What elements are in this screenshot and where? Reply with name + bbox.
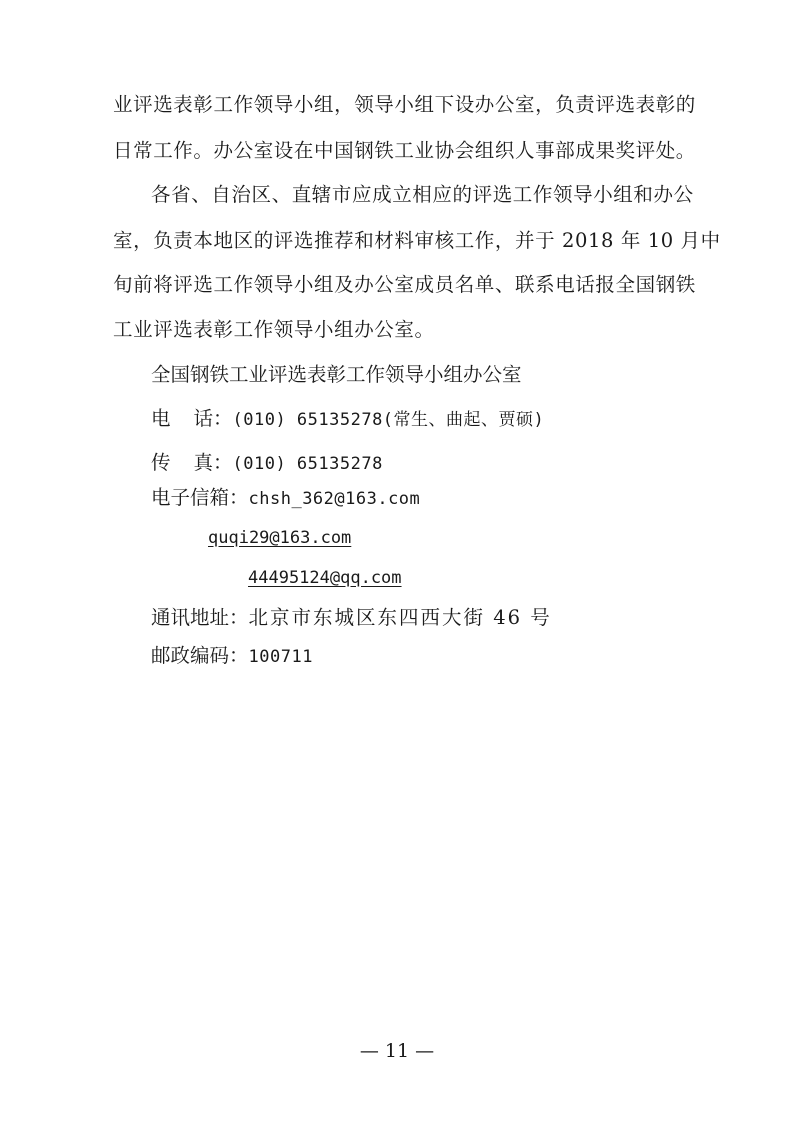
phone-value: (010) 65135278(常生、曲起、贾硕) xyxy=(232,410,545,430)
postcode-label: 邮政编码： xyxy=(151,644,249,667)
address-value: 北京市东城区东四西大街 46 号 xyxy=(248,606,552,629)
page-number: — 11 — xyxy=(359,1040,435,1062)
contact-address xyxy=(151,606,552,630)
postcode-value: 100711 xyxy=(248,647,313,667)
phone-label-char-2: 话 xyxy=(193,407,213,430)
contact-fax xyxy=(151,451,383,476)
fax-colon: ： xyxy=(213,451,233,474)
email-label: 电子信箱： xyxy=(151,486,249,509)
phone-label xyxy=(151,407,213,431)
email-value: chsh_362@163.com xyxy=(248,489,421,509)
fax-label xyxy=(151,451,213,475)
fax-label-char-1: 传 xyxy=(151,451,171,474)
fax-value: (010) 65135278 xyxy=(232,454,383,474)
address-label: 通讯地址： xyxy=(151,606,249,629)
body-line-1: 业评选表彰工作领导小组，领导小组下设办公室，负责评选表彰的 xyxy=(113,93,696,116)
body-line-3: 各省、自治区、直辖市应成立相应的评选工作领导小组和办公 xyxy=(151,183,694,206)
body-line-2: 日常工作。办公室设在中国钢铁工业协会组织人事部成果奖评处。 xyxy=(113,139,696,162)
body-line-6: 工业评选表彰工作领导小组办公室。 xyxy=(113,318,435,341)
phone-label-char-1: 电 xyxy=(151,407,171,430)
contact-org: 全国钢铁工业评选表彰工作领导小组办公室 xyxy=(151,363,522,386)
contact-postcode xyxy=(151,644,313,669)
body-line-4: 室，负责本地区的评选推荐和材料审核工作，并于 2018 年 10 月中 xyxy=(113,229,721,252)
email-link-quqi[interactable]: quqi29@163.com xyxy=(208,528,352,548)
fax-label-char-2: 真 xyxy=(193,451,213,474)
phone-colon: ： xyxy=(213,407,233,430)
contact-email xyxy=(151,486,420,511)
contact-phone xyxy=(151,407,544,432)
body-line-5: 旬前将评选工作领导小组及办公室成员名单、联系电话报全国钢铁 xyxy=(113,273,696,296)
email-link-qq[interactable]: 44495124@qq.com xyxy=(248,568,402,588)
